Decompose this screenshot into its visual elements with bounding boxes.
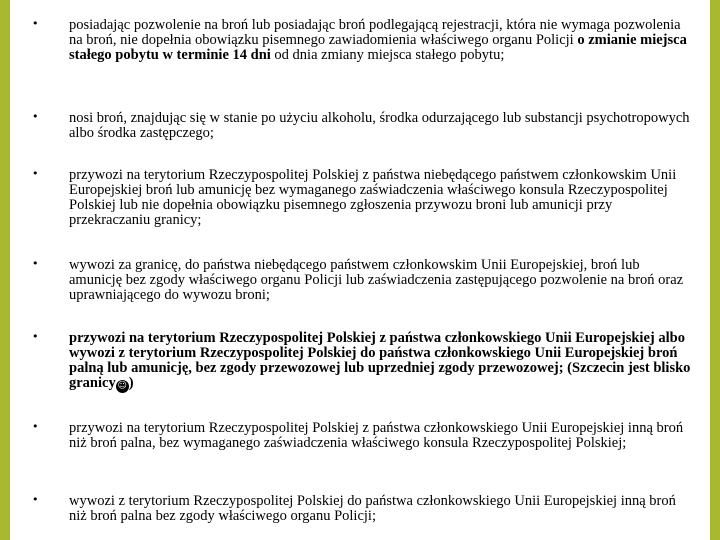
item-text: [69, 331, 696, 393]
bullet: •: [32, 257, 39, 270]
item-text: [69, 18, 696, 63]
item-text: wywozi z terytorium Rzeczypospolitej Polskiej do państwa członkowskiego Unii Europejskiej inną broń niż broń palna bez zgody właściwego organu Policji;: [69, 493, 676, 524]
slide: [10, 0, 710, 540]
item-text: nosi broń, znajdując się w stanie po użyciu alkoholu, środka odurzającego lub substancji psychotropowych albo środka zastępczego;: [69, 110, 690, 141]
text-run: od dnia zmiany miejsca stałego pobytu;: [270, 47, 505, 63]
bullet: •: [32, 330, 39, 343]
item-text: przywozi na terytorium Rzeczypospolitej Polskiej z państwa niebędącego państwem członkowskim Unii Europejskiej broń lub amunicję bez wymaganego zaświadczenia właściwego konsula Rzeczypospolitej Polskiej lub nie dopełnia obowiązku pisemnego zgłoszenia przywozu broni lub amunicji przy przekraczaniu granicy;: [69, 167, 677, 228]
text-run-bold: przywozi na terytorium Rzeczypospolitej Polskiej z państwa członkowskiego Unii Europejskiej albo wywozi z terytorium Rzeczypospolitej Polskiej do państwa członkowskiego Unii Europejskiej broń palną lub amunicję, bez zgody przewozowej lub uprzedniej zgody przewozowej; (Szczecin jest blisko granicy: [69, 330, 691, 391]
smiley-icon: ☺: [117, 381, 127, 391]
item-text: wywozi za granicę, do państwa niebędącego państwem członkowskim Unii Europejskiej, broń lub amunicję bez zgody właściwego organu Policji lub zaświadczenia zastępującego pozwolenie na broń oraz uprawniającego do wywozu broni;: [69, 257, 684, 303]
item-text: przywozi na terytorium Rzeczypospolitej Polskiej z państwa członkowskiego Unii Europejskiej inną broń niż broń palna, bez wymaganego zaświadczenia właściwego konsula Rzeczypospolitej Polskiej;: [69, 420, 684, 451]
bullet: •: [32, 110, 39, 123]
bullet: •: [32, 420, 39, 433]
text-run-bold: o zmianie miejsca stałego pobytu w terminie 14 dni: [69, 32, 687, 63]
bullet: •: [32, 17, 39, 30]
bullet: •: [32, 167, 39, 180]
text-run-bold: ): [128, 375, 134, 391]
bullet: •: [32, 493, 39, 506]
text-run: posiadając pozwolenie na broń lub posiadając broń podlegającą rejestracji, która nie wymaga pozwolenia na broń, nie dopełnia obowiązku pisemnego zawiadomienia właściwego organu Policji: [69, 17, 681, 48]
